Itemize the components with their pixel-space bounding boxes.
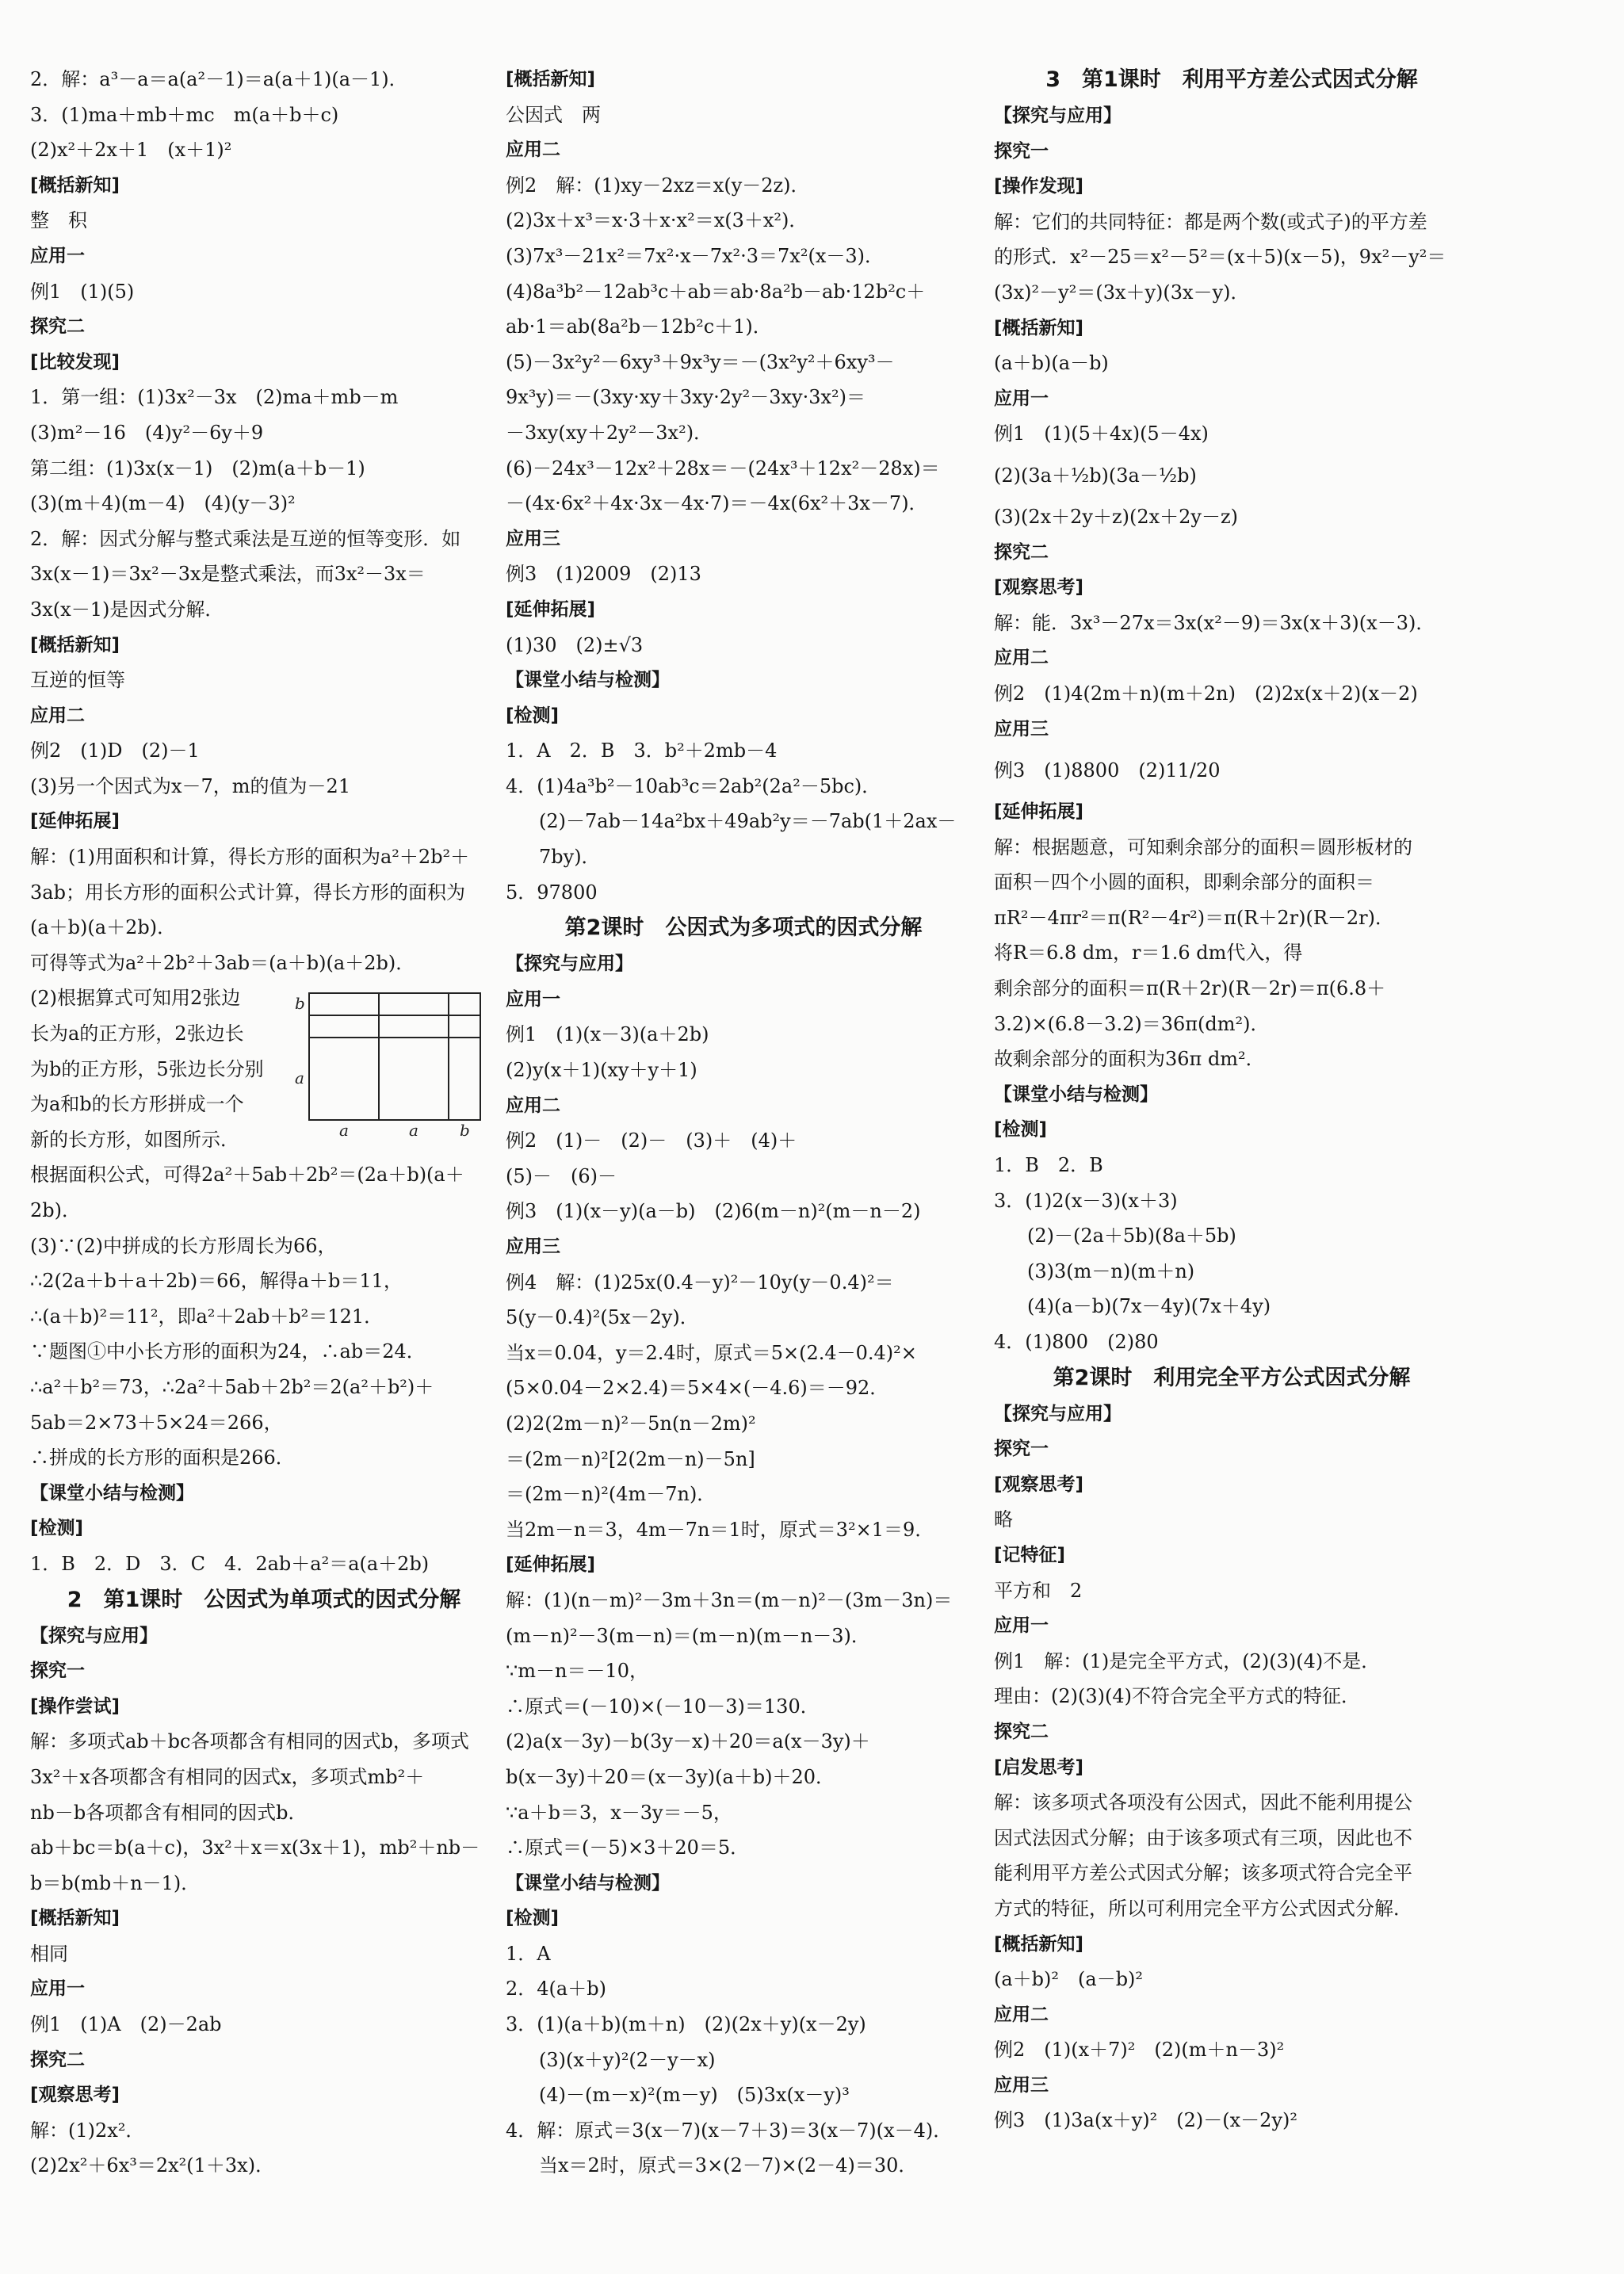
text-line: 4．(1)800 (2)80 bbox=[994, 1331, 1159, 1353]
text-line: (3)(2x＋2y＋z)(2x＋2y－z) bbox=[994, 505, 1239, 528]
text-line: 4．解：原式＝3(x－7)(x－7＋3)＝3(x－7)(x－4)． bbox=[506, 2119, 953, 2142]
text-line: ＝(2m－n)²[2(2m－n)－5n] bbox=[506, 1447, 755, 1470]
lesson-heading: 3 第1课时 利用平方差公式因式分解 bbox=[1045, 67, 1418, 92]
figure-paragraph bbox=[30, 980, 498, 1157]
text-line: (a＋b)(a＋2b)． bbox=[30, 916, 177, 939]
text-line: 解：(1)(n－m)²－3m＋3n＝(m－n)²－(3m－3n)＝ bbox=[506, 1588, 953, 1611]
section-label: 探究一 bbox=[994, 1439, 1049, 1460]
section-label: [概括新知] bbox=[506, 69, 596, 90]
text-line: 1．B 2．D 3．C 4．2ab＋a²＝a(a＋2b) bbox=[30, 1552, 430, 1575]
text-line: (m－n)²－3(m－n)＝(m－n)(m－n－3)． bbox=[506, 1624, 870, 1647]
text-line: 4．(1)4a³b²－10ab³c＝2ab²(2a²－5bc)． bbox=[506, 774, 881, 797]
text-line: (2)－(2a＋5b)(8a＋5b) bbox=[1027, 1225, 1236, 1248]
text-line: 解：(1)2x²． bbox=[30, 2119, 145, 2142]
text-line: (6)－24x³－12x²＋28x＝－(24x³＋12x²－28x)＝ bbox=[506, 457, 940, 480]
text-line: 解：多项式ab＋bc各项都含有相同的因式b，多项式 bbox=[30, 1730, 469, 1753]
section-label: 【探究与应用】 bbox=[994, 105, 1122, 126]
text-line: (5)－ (6)－ bbox=[506, 1164, 617, 1187]
section-label: 应用二 bbox=[506, 1095, 560, 1116]
label-b-left: b bbox=[295, 994, 305, 1014]
text-line: ∴(a＋b)²＝11²，即a²＋2ab＋b²＝121． bbox=[30, 1305, 384, 1328]
text-line: (3)m²－16 (4)y²－6y＋9 bbox=[30, 421, 264, 444]
text-line: (2)x²＋2x＋1 (x＋1)² bbox=[30, 139, 232, 162]
text-line: 故剩余部分的面积为36π dm²． bbox=[994, 1048, 1265, 1071]
text-line: (2)a(x－3y)－b(3y－x)＋20＝a(x－3y)＋ bbox=[506, 1730, 870, 1753]
section-label: [启发思考] bbox=[994, 1756, 1084, 1778]
text-line: ∴原式＝(－5)×3＋20＝5． bbox=[506, 1836, 750, 1859]
text-line: (1)30 (2)±√3 bbox=[506, 633, 644, 656]
text-line: 例2 (1)(x＋7)² (2)(m＋n－3)² bbox=[994, 2039, 1285, 2062]
section-label: 探究二 bbox=[30, 2049, 85, 2070]
section-label: [延伸拓展] bbox=[506, 598, 596, 620]
section-label: 应用一 bbox=[994, 388, 1049, 409]
text-line: 3．(1)ma＋mb＋mc m(a＋b＋c) bbox=[30, 103, 339, 126]
text-line: 例3 (1)3a(x＋y)² (2)－(x－2y)² bbox=[994, 2109, 1297, 2132]
text-line: (3)(x＋y)²(2－y－x) bbox=[539, 2048, 716, 2071]
text-line: ∴a²＋b²＝73，∴2a²＋5ab＋2b²＝2(a²＋b²)＋ bbox=[30, 1375, 434, 1398]
text-line: 例1 (1)(x－3)(a＋2b) bbox=[506, 1023, 709, 1046]
section-label: [延伸拓展] bbox=[506, 1554, 596, 1576]
text-line: 整 积 bbox=[30, 209, 87, 232]
section-label: 应用三 bbox=[994, 718, 1049, 740]
text-line: (2)根据算式可知用2张边 bbox=[30, 987, 241, 1010]
text-line: 5(y－0.4)²(5x－2y)． bbox=[506, 1306, 699, 1329]
section-label: 【探究与应用】 bbox=[994, 1403, 1122, 1424]
section-label: [概括新知] bbox=[30, 174, 120, 196]
text-line: (4)8a³b²－12ab³c＋ab＝ab·8a²b－ab·12b²c＋ bbox=[506, 280, 926, 303]
section-label: 应用一 bbox=[506, 988, 560, 1010]
section-label: 探究一 bbox=[30, 1661, 85, 1682]
text-line: 剩余部分的面积＝π(R＋2r)(R－2r)＝π(6.8＋ bbox=[994, 977, 1386, 1000]
column-1 bbox=[30, 62, 498, 2184]
text-line: 解：根据题意，可知剩余部分的面积＝圆形板材的 bbox=[994, 835, 1412, 858]
text-line: (3)∵(2)中拼成的长方形周长为66， bbox=[30, 1234, 337, 1257]
text-line: (2)2(2m－n)²－5n(n－2m)² bbox=[506, 1412, 756, 1435]
text-line: 当2m－n＝3，4m－7n＝1时，原式＝3²×1＝9． bbox=[506, 1518, 934, 1541]
section-label: [概括新知] bbox=[30, 634, 120, 655]
text-line: 解：(1)用面积和计算，得长方形的面积为a²＋2b²＋ bbox=[30, 846, 470, 869]
text-line: 例2 解：(1)xy－2xz＝x(y－2z)． bbox=[506, 174, 810, 197]
text-line: 2．4(a＋b) bbox=[506, 1978, 606, 2001]
text-line: (3)7x³－21x²＝7x²·x－7x²·3＝7x²(x－3)． bbox=[506, 244, 884, 267]
text-line: (a＋b)(a－b) bbox=[994, 352, 1109, 375]
text-line: ∴拼成的长方形的面积是266． bbox=[30, 1447, 295, 1470]
text-line: 可得等式为a²＋2b²＋3ab＝(a＋b)(a＋2b)． bbox=[30, 951, 415, 974]
text-line: 3．(1)2(x－3)(x＋3) bbox=[994, 1189, 1178, 1212]
outer-rectangle bbox=[309, 993, 480, 1120]
section-label: [观察思考] bbox=[994, 577, 1084, 598]
text-line: (3)(m＋4)(m－4) (4)(y－3)² bbox=[30, 492, 296, 515]
section-label: 应用二 bbox=[30, 705, 85, 726]
text-line: 当x＝0.04，y＝2.4时，原式＝5×(2.4－0.4)²× bbox=[506, 1341, 917, 1364]
text-line: ∴原式＝(－10)×(－10－3)＝130． bbox=[506, 1695, 820, 1718]
text-line: 例1 (1)(5＋4x)(5－4x) bbox=[994, 422, 1209, 445]
text-line: 略 bbox=[994, 1508, 1013, 1531]
column-3 bbox=[994, 62, 1469, 2138]
text-line: 例4 解：(1)25x(0.4－y)²－10y(y－0.4)²＝ bbox=[506, 1271, 894, 1294]
text-line: 例1 解：(1)是完全平方式，(2)(3)(4)不是． bbox=[994, 1649, 1381, 1672]
text-line: 解：它们的共同特征：都是两个数(或式子)的平方差 bbox=[994, 210, 1427, 233]
text-line: ∵a＋b＝3，x－3y＝－5， bbox=[506, 1801, 732, 1824]
text-line: 3x(x－1)＝3x²－3x是整式乘法，而3x²－3x＝ bbox=[30, 563, 426, 586]
text-line: 第二组：(1)3x(x－1) (2)m(a＋b－1) bbox=[30, 457, 365, 480]
text-line: (2)－7ab－14a²bx＋49ab²y＝－7ab(1＋2ax－ bbox=[539, 810, 957, 833]
section-label: 探究一 bbox=[994, 140, 1049, 162]
text-line: 例2 (1)D (2)－1 bbox=[30, 740, 200, 762]
text-line: 能利用平方差公式因式分解；该多项式符合完全平 bbox=[994, 1862, 1412, 1885]
text-line: 将R＝6.8 dm，r＝1.6 dm代入，得 bbox=[994, 942, 1303, 965]
text-line: (2)y(x＋1)(xy＋y＋1) bbox=[506, 1059, 697, 1082]
section-label: [比较发现] bbox=[30, 351, 120, 373]
text-line: (4)(a－b)(7x－4y)(7x＋4y) bbox=[1027, 1295, 1271, 1318]
text-line: －(4x·6x²＋4x·3x－4x·7)＝－4x(6x²＋3x－7)． bbox=[506, 492, 928, 515]
text-line: 为b的正方形，5张边长分别 bbox=[30, 1057, 264, 1080]
text-line: (3)3(m－n)(m＋n) bbox=[1027, 1259, 1195, 1282]
text-line: b(x－3y)＋20＝(x－3y)(a＋b)＋20． bbox=[506, 1765, 835, 1788]
section-label: [记特征] bbox=[994, 1544, 1066, 1565]
section-label: 应用二 bbox=[994, 648, 1049, 669]
section-label: 应用一 bbox=[994, 1615, 1049, 1637]
rectangle-area-figure bbox=[292, 987, 522, 1137]
text-line: b＝b(mb＋n－1)． bbox=[30, 1871, 201, 1894]
text-line: 面积－四个小圆的面积，即剩余部分的面积＝ bbox=[994, 871, 1374, 894]
text-line: 解：该多项式各项没有公因式，因此不能利用提公 bbox=[994, 1791, 1412, 1814]
text-line: 5ab＝2×73＋5×24＝266， bbox=[30, 1411, 283, 1434]
section-label: 【课堂小结与检测】 bbox=[30, 1482, 194, 1504]
section-label: [检测] bbox=[506, 1908, 560, 1929]
section-label: 【探究与应用】 bbox=[30, 1625, 158, 1646]
section-label: 应用二 bbox=[506, 139, 560, 161]
section-label: 【探究与应用】 bbox=[506, 954, 633, 975]
text-line: (5)－3x²y²－6xy³＋9x³y＝－(3x²y²＋6xy³－ bbox=[506, 350, 895, 373]
section-label: 应用三 bbox=[994, 2074, 1049, 2096]
section-label: [概括新知] bbox=[30, 1908, 120, 1929]
section-label: 探究二 bbox=[994, 541, 1049, 563]
text-line: ＝(2m－n)²(4m－7n)． bbox=[506, 1483, 716, 1506]
section-label: 应用一 bbox=[30, 245, 85, 266]
text-line: 3．(1)(a＋b)(m＋n) (2)(2x＋y)(x－2y) bbox=[506, 2013, 866, 2036]
text-line: nb－b各项都含有相同的因式b． bbox=[30, 1801, 308, 1824]
column-2 bbox=[506, 62, 981, 2184]
text-line: 新的长方形，如图所示． bbox=[30, 1128, 239, 1151]
section-label: [概括新知] bbox=[994, 1933, 1084, 1955]
text-line: 例1 (1)A (2)－2ab bbox=[30, 2013, 222, 2036]
section-label: 探究二 bbox=[30, 316, 85, 338]
text-line: 1．B 2．B bbox=[994, 1154, 1103, 1177]
text-line: 为a和b的长方形拼成一个 bbox=[30, 1093, 244, 1116]
text-line: 例3 (1)8800 (2)11/20 bbox=[994, 759, 1221, 782]
text-line: ab·1＝ab(8a²b－12b²c＋1)． bbox=[506, 315, 772, 338]
section-label: [操作尝试] bbox=[30, 1695, 120, 1717]
text-line: 的形式．x²－25＝x²－5²＝(x＋5)(x－5)，9x²－y²＝ bbox=[994, 246, 1446, 269]
text-line: (2)2x²＋6x³＝2x²(1＋3x)． bbox=[30, 2154, 275, 2177]
section-label: 应用二 bbox=[994, 2004, 1049, 2025]
text-line: 9x³y)＝－(3xy·xy＋3xy·2y²－3xy·3x²)＝ bbox=[506, 386, 866, 409]
section-label: [操作发现] bbox=[994, 176, 1084, 197]
text-line: 方式的特征，所以可利用完全平方公式因式分解． bbox=[994, 1897, 1412, 1920]
text-line: 例3 (1)2009 (2)13 bbox=[506, 563, 701, 586]
text-line: (a＋b)² (a－b)² bbox=[994, 1968, 1144, 1991]
section-label: [延伸拓展] bbox=[30, 811, 120, 832]
text-line: 1．A bbox=[506, 1942, 551, 1965]
text-line: 例3 (1)(x－y)(a－b) (2)6(m－n)²(m－n－2) bbox=[506, 1200, 921, 1223]
label-b-bottom: b bbox=[460, 1121, 470, 1138]
section-label: 应用三 bbox=[506, 1236, 560, 1257]
text-line: 1．第一组：(1)3x²－3x (2)ma＋mb－m bbox=[30, 386, 399, 409]
lesson-heading: 第2课时 公因式为多项式的因式分解 bbox=[564, 915, 923, 941]
section-label: [观察思考] bbox=[30, 2085, 120, 2106]
text-line: 3.2)×(6.8－3.2)＝36π(dm²)． bbox=[994, 1012, 1270, 1035]
lesson-heading: 2 第1课时 公因式为单项式的因式分解 bbox=[67, 1587, 461, 1612]
text-line: 5．97800 bbox=[506, 881, 598, 904]
label-a-bottom: a bbox=[339, 1121, 349, 1138]
text-line: (4)－(m－x)²(m－y) (5)3x(x－y)³ bbox=[539, 2084, 850, 2107]
section-label: [检测] bbox=[994, 1119, 1048, 1141]
section-label: 【课堂小结与检测】 bbox=[994, 1083, 1158, 1105]
text-line: 长为a的正方形，2张边长 bbox=[30, 1022, 244, 1045]
section-label: [概括新知] bbox=[994, 317, 1084, 338]
text-line: 2．解：a³－a＝a(a²－1)＝a(a＋1)(a－1)． bbox=[30, 68, 408, 90]
label-a-left: a bbox=[295, 1068, 304, 1088]
text-line: 公因式 两 bbox=[506, 103, 601, 126]
text-line: (3)另一个因式为x－7，m的值为－21 bbox=[30, 774, 351, 797]
text-line: ∴2(2a＋b＋a＋2b)＝66，解得a＋b＝11， bbox=[30, 1270, 403, 1293]
text-line: πR²－4πr²＝π(R²－4r²)＝π(R＋2r)(R－2r)． bbox=[994, 906, 1395, 929]
lesson-heading: 第2课时 利用完全平方公式因式分解 bbox=[1053, 1365, 1411, 1390]
text-line: 互逆的恒等 bbox=[30, 669, 125, 692]
text-line: 当x＝2时，原式＝3×(2－7)×(2－4)＝30． bbox=[539, 2154, 918, 2177]
text-line: (2)3x＋x³＝x·3＋x·x²＝x(3＋x²)． bbox=[506, 209, 808, 232]
section-label: 【课堂小结与检测】 bbox=[506, 1872, 670, 1894]
section-label: [观察思考] bbox=[994, 1473, 1084, 1495]
text-line: 根据面积公式，可得2a²＋5ab＋2b²＝(2a＋b)(a＋ bbox=[30, 1164, 464, 1187]
text-line: 因式法因式分解；由于该多项式有三项，因此也不 bbox=[994, 1826, 1412, 1849]
text-line: 7by)． bbox=[539, 846, 601, 869]
text-line: 解：能．3x³－27x＝3x(x²－9)＝3x(x＋3)(x－3)． bbox=[994, 611, 1435, 634]
text-line: －3xy(xy＋2y²－3x²)． bbox=[506, 421, 713, 444]
text-line: 3x(x－1)是因式分解． bbox=[30, 598, 224, 621]
text-line: (5×0.04－2×2.4)＝5×4×(－4.6)＝－92． bbox=[506, 1377, 889, 1400]
text-line: 相同 bbox=[30, 1942, 68, 1965]
text-line: 例2 (1)4(2m＋n)(m＋2n) (2)2x(x＋2)(x－2) bbox=[994, 682, 1418, 705]
section-label: 应用一 bbox=[30, 1978, 85, 2000]
text-line: 例2 (1)－ (2)－ (3)＋ (4)＋ bbox=[506, 1129, 797, 1152]
section-label: [检测] bbox=[30, 1518, 84, 1539]
section-label: 探究二 bbox=[994, 1721, 1049, 1742]
text-line: ∵题图①中小长方形的面积为24，∴ab＝24． bbox=[30, 1340, 426, 1363]
section-label: 应用三 bbox=[506, 528, 560, 549]
text-line: 3x²＋x各项都含有相同的因式x，多项式mb²＋ bbox=[30, 1765, 425, 1788]
text-line: ∵m－n＝－10， bbox=[506, 1660, 649, 1683]
section-label: [检测] bbox=[506, 705, 560, 726]
text-line: 2．解：因式分解与整式乘法是互逆的恒等变形．如 bbox=[30, 527, 461, 550]
label-a-bottom: a bbox=[409, 1121, 418, 1138]
section-label: 【课堂小结与检测】 bbox=[506, 670, 670, 691]
text-line: (3x)²－y²＝(3x＋y)(3x－y)． bbox=[994, 281, 1250, 304]
text-line: 例1 (1)(5) bbox=[30, 280, 135, 303]
text-line: 1．A 2．B 3．b²＋2mb－4 bbox=[506, 740, 778, 762]
text-line: 平方和 2 bbox=[994, 1579, 1083, 1602]
text-line: 2b)． bbox=[30, 1199, 81, 1221]
text-line: (2)(3a＋½b)(3a－½b) bbox=[994, 464, 1197, 487]
section-label: [延伸拓展] bbox=[994, 801, 1084, 823]
text-line: 3ab；用长方形的面积公式计算，得长方形的面积为 bbox=[30, 881, 465, 904]
text-line: 理由：(2)(3)(4)不符合完全平方式的特征． bbox=[994, 1685, 1360, 1708]
text-line: ab＋bc＝b(a＋c)，3x²＋x＝x(3x＋1)，mb²＋nb－ bbox=[30, 1836, 480, 1859]
